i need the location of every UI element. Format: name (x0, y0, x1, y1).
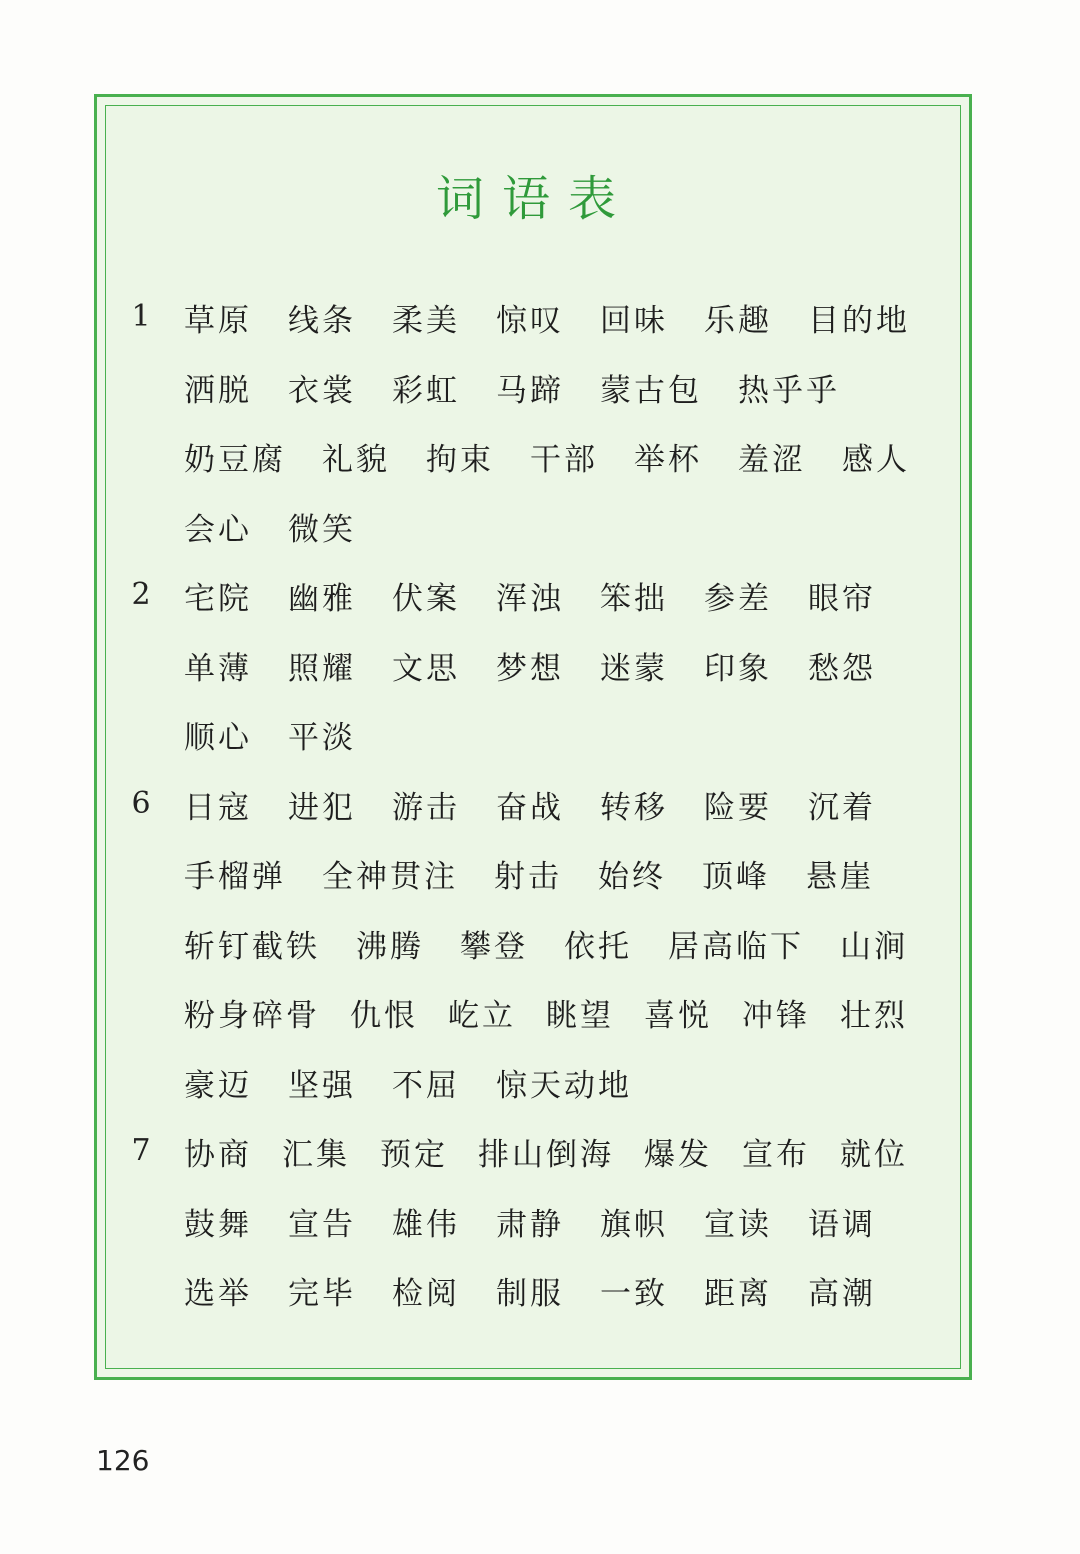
vocabulary-word: 宅院 (184, 581, 252, 617)
vocabulary-word: 幽雅 (288, 581, 356, 617)
vocabulary-word: 豪迈 (184, 1067, 252, 1104)
vocabulary-word: 居高临下 (668, 928, 804, 965)
vocabulary-word: 汇集 (282, 1137, 350, 1173)
vocabulary-word: 就位 (840, 1137, 908, 1173)
word-row (184, 434, 946, 486)
lesson-number: 1 (131, 299, 151, 334)
vocabulary-word: 宣读 (704, 1206, 772, 1243)
vocabulary-word: 马蹄 (496, 372, 564, 409)
vocabulary-word: 浑浊 (496, 581, 564, 617)
lesson-number: 6 (131, 785, 151, 821)
word-row (184, 1199, 912, 1251)
vocabulary-word: 始终 (598, 859, 666, 895)
vocabulary-word: 伏案 (392, 581, 460, 617)
vocabulary-word: 险要 (704, 789, 772, 826)
vocabulary-word: 斩钉截铁 (184, 928, 320, 965)
word-row (184, 1060, 668, 1112)
vocabulary-word: 雄伟 (392, 1206, 460, 1243)
vocabulary-word: 协商 (184, 1137, 252, 1173)
word-row (184, 504, 392, 556)
vocabulary-word: 语调 (808, 1206, 876, 1243)
word-row (184, 1268, 912, 1320)
word-row (184, 712, 392, 764)
vocabulary-word: 梦想 (496, 650, 564, 687)
vocabulary-word: 彩虹 (392, 372, 460, 409)
vocabulary-word: 肃静 (496, 1206, 564, 1243)
word-row (184, 782, 912, 834)
vocabulary-word: 洒脱 (184, 372, 252, 409)
word-row (184, 921, 944, 973)
vocabulary-word: 旗帜 (600, 1206, 668, 1243)
vocabulary-word: 目的地 (808, 303, 910, 339)
word-row (184, 851, 910, 903)
word-row (184, 573, 912, 625)
page-number: 126 (96, 1444, 150, 1477)
vocabulary-word: 举杯 (634, 442, 702, 478)
vocabulary-word: 热乎乎 (738, 372, 840, 409)
lesson-number: 7 (131, 1133, 151, 1168)
vocabulary-word: 眺望 (546, 998, 614, 1034)
vocabulary-word: 冲锋 (742, 998, 810, 1034)
vocabulary-word: 奶豆腐 (184, 442, 286, 478)
vocabulary-word: 喜悦 (644, 998, 712, 1034)
vocabulary-word: 射击 (494, 859, 562, 895)
vocabulary-word: 攀登 (460, 928, 528, 965)
vocabulary-word: 愁怨 (808, 650, 876, 687)
vocabulary-word: 礼貌 (322, 442, 390, 478)
vocabulary-word: 制服 (496, 1276, 564, 1312)
vocabulary-word: 惊天动地 (496, 1067, 632, 1104)
vocabulary-word: 微笑 (288, 511, 356, 548)
vocabulary-word: 坚强 (288, 1067, 356, 1104)
vocabulary-word: 沸腾 (356, 928, 424, 965)
vocabulary-word: 预定 (380, 1137, 448, 1173)
vocabulary-word: 印象 (704, 650, 772, 687)
word-row (184, 643, 912, 695)
vocabulary-word: 日寇 (184, 789, 252, 826)
vocabulary-word: 沉着 (808, 789, 876, 826)
vocabulary-word: 回味 (600, 303, 668, 339)
vocabulary-word: 距离 (704, 1276, 772, 1312)
vocabulary-word: 鼓舞 (184, 1206, 252, 1243)
vocabulary-word: 游击 (392, 789, 460, 826)
vocabulary-word: 线条 (288, 303, 356, 339)
vocabulary-word: 仇恨 (350, 998, 418, 1034)
vocabulary-word: 平淡 (288, 720, 356, 756)
vocabulary-word: 参差 (704, 581, 772, 617)
vocabulary-word: 依托 (564, 928, 632, 965)
word-row (184, 1129, 938, 1181)
vocabulary-word: 山涧 (840, 928, 908, 965)
vocabulary-word: 爆发 (644, 1137, 712, 1173)
vocabulary-word: 迷蒙 (600, 650, 668, 687)
vocabulary-word: 单薄 (184, 650, 252, 687)
vocabulary-word: 衣裳 (288, 372, 356, 409)
page-title: 词语表 (435, 171, 634, 227)
vocabulary-word: 感人 (842, 442, 910, 478)
vocabulary-word: 悬崖 (806, 859, 874, 895)
vocabulary-word: 壮烈 (840, 998, 908, 1034)
vocabulary-word: 宣告 (288, 1206, 356, 1243)
vocabulary-word: 顺心 (184, 720, 252, 756)
vocabulary-word: 笨拙 (600, 581, 668, 617)
vocabulary-word: 柔美 (392, 303, 460, 339)
vocabulary-word: 草原 (184, 303, 252, 339)
vocabulary-word: 惊叹 (496, 303, 564, 339)
vocabulary-word: 会心 (184, 511, 252, 548)
vocabulary-word: 乐趣 (704, 303, 772, 339)
vocabulary-word: 一致 (600, 1276, 668, 1312)
vocabulary-word: 宣布 (742, 1137, 810, 1173)
vocabulary-word: 不屈 (392, 1067, 460, 1104)
word-row (184, 990, 938, 1042)
vocabulary-word: 完毕 (288, 1276, 356, 1312)
vocabulary-word: 全神贯注 (322, 859, 458, 895)
vocabulary-word: 蒙古包 (600, 372, 702, 409)
vocabulary-word: 屹立 (448, 998, 516, 1034)
vocabulary-word: 照耀 (288, 650, 356, 687)
vocabulary-word: 检阅 (392, 1276, 460, 1312)
vocabulary-word: 眼帘 (808, 581, 876, 617)
word-row (184, 295, 946, 347)
vocabulary-word: 拘束 (426, 442, 494, 478)
word-row (184, 365, 876, 417)
vocabulary-word: 羞涩 (738, 442, 806, 478)
vocabulary-word: 转移 (600, 789, 668, 826)
vocabulary-word: 高潮 (808, 1276, 876, 1312)
vocabulary-word: 奋战 (496, 789, 564, 826)
vocabulary-word: 顶峰 (702, 859, 770, 895)
lesson-number: 2 (131, 577, 151, 612)
vocabulary-word: 手榴弹 (184, 859, 286, 895)
vocabulary-word: 粉身碎骨 (184, 998, 320, 1034)
vocabulary-word: 干部 (530, 442, 598, 478)
vocabulary-word: 选举 (184, 1276, 252, 1312)
vocabulary-word: 排山倒海 (478, 1137, 614, 1173)
vocabulary-word: 进犯 (288, 789, 356, 826)
vocabulary-word: 文思 (392, 650, 460, 687)
